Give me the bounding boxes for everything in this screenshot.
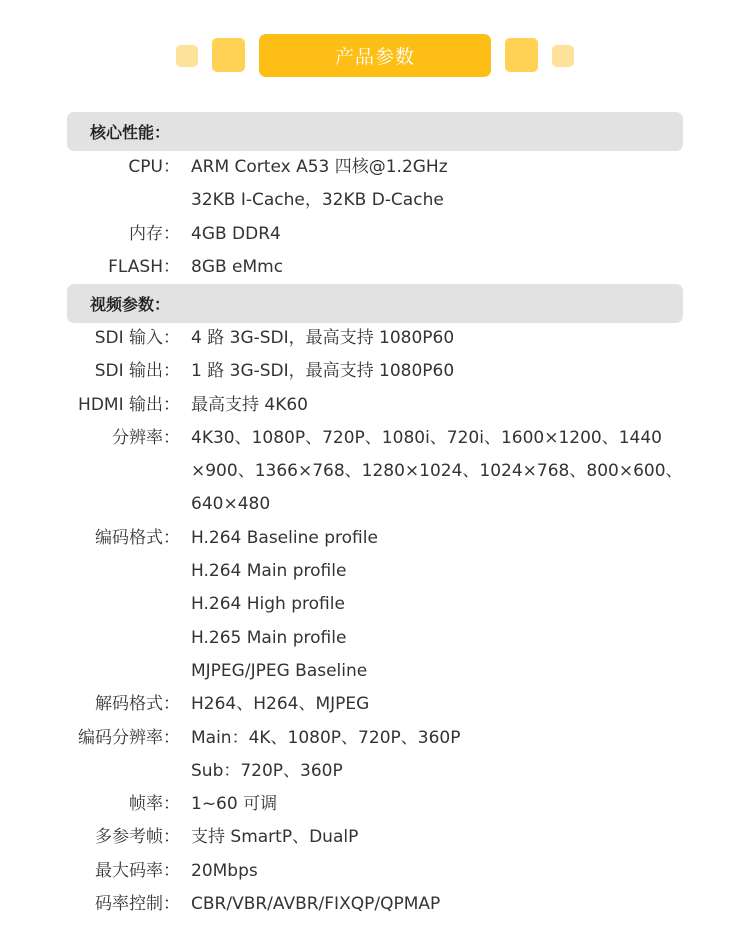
spec-row — [0, 422, 750, 455]
spec-value: H.264 Baseline profile — [191, 527, 378, 548]
spec-label: SDI 输入： — [94, 328, 180, 348]
spec-row — [0, 322, 750, 355]
decor-square — [212, 38, 245, 72]
spec-value: MJPEG/JPEG Baseline — [191, 660, 368, 681]
spec-value: H.264 Main profile — [191, 561, 347, 582]
spec-row — [0, 251, 750, 284]
spec-row — [0, 555, 750, 588]
spec-label: SDI 输出： — [94, 361, 180, 382]
spec-value: H264、H264、MJPEG — [191, 694, 370, 715]
spec-row — [0, 588, 750, 621]
section-header-video — [67, 284, 683, 323]
core-spec-list — [0, 151, 750, 284]
spec-label: 最大码率： — [95, 860, 180, 881]
video-spec-list — [0, 322, 750, 921]
spec-value: 20Mbps — [191, 860, 258, 881]
spec-value: Sub：720P、360P — [191, 760, 343, 781]
spec-row — [0, 855, 750, 888]
spec-row — [0, 755, 750, 788]
spec-row — [0, 655, 750, 688]
spec-row — [0, 218, 750, 251]
spec-value: H.265 Main profile — [191, 627, 347, 648]
spec-row — [0, 622, 750, 655]
spec-label: 码率控制： — [95, 894, 180, 915]
spec-value: CBR/VBR/AVBR/FIXQP/QPMAP — [191, 894, 441, 915]
decor-square — [505, 38, 538, 72]
spec-row — [0, 788, 750, 821]
spec-row — [0, 688, 750, 721]
section-title: 核心性能： — [90, 123, 171, 142]
section-title: 视频参数： — [90, 295, 171, 314]
page-title: 产品参数 — [259, 34, 491, 77]
spec-row — [0, 151, 750, 184]
spec-value: 8GB eMmc — [191, 256, 284, 277]
spec-label: 帧率： — [129, 794, 180, 815]
spec-value: 1~60 可调 — [191, 794, 278, 815]
spec-value: 4K30、1080P、720P、1080i、720i、1600×1200、1440 — [191, 427, 663, 448]
header — [0, 0, 750, 100]
section-header-core — [67, 112, 683, 151]
spec-row — [0, 184, 750, 217]
spec-value: 640×480 — [191, 494, 271, 515]
spec-label: 编码分辨率： — [78, 727, 180, 748]
spec-label: 编码格式： — [95, 527, 180, 548]
spec-row — [0, 355, 750, 388]
spec-row — [0, 488, 750, 521]
spec-value: 4 路 3G-SDI，最高支持 1080P60 — [191, 328, 455, 348]
spec-row — [0, 722, 750, 755]
decor-square — [552, 45, 574, 67]
spec-value: 最高支持 4K60 — [191, 394, 308, 415]
spec-label: FLASH： — [108, 256, 180, 277]
spec-value: ARM Cortex A53 四核@1.2GHz — [191, 157, 448, 177]
spec-value: ×900、1366×768、1280×1024、1024×768、800×600、 — [191, 461, 683, 482]
spec-row — [0, 389, 750, 422]
spec-value: 支持 SmartP、DualP — [191, 827, 359, 848]
spec-value: 1 路 3G-SDI，最高支持 1080P60 — [191, 361, 455, 382]
spec-value: H.264 High profile — [191, 594, 345, 615]
spec-label: HDMI 输出： — [78, 394, 180, 415]
spec-row — [0, 821, 750, 854]
spec-label: 多参考帧： — [95, 827, 180, 848]
spec-label: 内存： — [129, 223, 180, 244]
spec-row — [0, 455, 750, 488]
spec-label: CPU： — [128, 157, 180, 177]
spec-value: Main：4K、1080P、720P、360P — [191, 727, 461, 748]
spec-row — [0, 888, 750, 921]
spec-label: 解码格式： — [95, 694, 180, 715]
spec-row — [0, 522, 750, 555]
spec-value: 4GB DDR4 — [191, 223, 281, 244]
spec-label: 分辨率： — [112, 427, 180, 448]
decor-square — [176, 45, 198, 67]
spec-value: 32KB I-Cache，32KB D-Cache — [191, 190, 444, 211]
